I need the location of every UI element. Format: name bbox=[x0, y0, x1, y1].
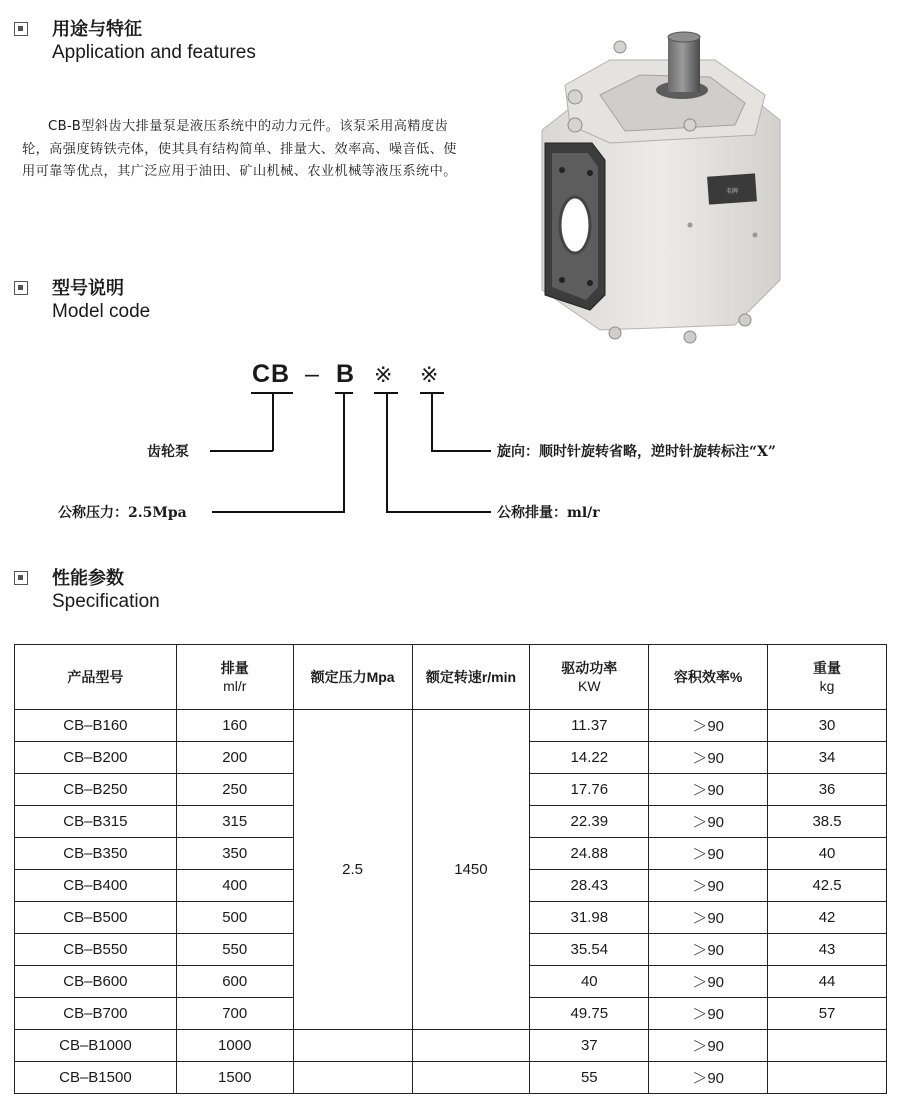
label-rotation: 旋向：顺时针旋转省略，逆时针旋转标注“X” bbox=[497, 444, 776, 460]
cell-model: CB–B350 bbox=[15, 838, 177, 870]
leader-gear-pump bbox=[272, 393, 274, 451]
cell-displacement: 600 bbox=[176, 966, 293, 998]
cell-efficiency: ＞90 bbox=[649, 1030, 768, 1062]
leader-rotation-h bbox=[431, 450, 491, 452]
section-icon bbox=[14, 281, 28, 295]
cell-pressure: 2.5 bbox=[293, 710, 412, 1030]
cell-power: 49.75 bbox=[530, 998, 649, 1030]
header-pressure: 额定压力Mpa bbox=[293, 645, 412, 710]
cell-pressure-empty bbox=[293, 1030, 412, 1062]
gear-pump-image bbox=[530, 25, 790, 345]
leader-pressure-h bbox=[212, 511, 345, 513]
cell-weight: 43 bbox=[768, 934, 887, 966]
cell-displacement: 400 bbox=[176, 870, 293, 902]
cell-speed: 1450 bbox=[412, 710, 530, 1030]
cell-power: 31.98 bbox=[530, 902, 649, 934]
code-cb: CB bbox=[252, 360, 291, 388]
cell-model: CB–B400 bbox=[15, 870, 177, 902]
cell-power: 37 bbox=[530, 1030, 649, 1062]
label-displacement: 公称排量：ml/r bbox=[497, 505, 600, 521]
cell-model: CB–B200 bbox=[15, 742, 177, 774]
cell-displacement: 315 bbox=[176, 806, 293, 838]
cell-efficiency: ＞90 bbox=[649, 806, 768, 838]
cell-model: CB–B550 bbox=[15, 934, 177, 966]
code-mark-rotation: ※ bbox=[420, 362, 440, 387]
intro-paragraph: CB-B型斜齿大排量泵是液压系统中的动力元件。该泵采用高精度齿轮，高强度铸铁壳体，使其具有结构简单、排量大、效率高、噪音低、使用可靠等优点，其广泛应用于油田、矿山机械、农业机械等液压系统中。 bbox=[22, 119, 457, 179]
cell-power: 55 bbox=[530, 1062, 649, 1094]
cell-efficiency: ＞90 bbox=[649, 742, 768, 774]
cell-efficiency: ＞90 bbox=[649, 870, 768, 902]
cell-weight: 36 bbox=[768, 774, 887, 806]
cell-displacement: 550 bbox=[176, 934, 293, 966]
cell-power: 11.37 bbox=[530, 710, 649, 742]
cell-power: 17.76 bbox=[530, 774, 649, 806]
cell-efficiency: ＞90 bbox=[649, 998, 768, 1030]
cell-model: CB–B315 bbox=[15, 806, 177, 838]
cell-efficiency: ＞90 bbox=[649, 774, 768, 806]
cell-efficiency: ＞90 bbox=[649, 934, 768, 966]
table-row bbox=[15, 1030, 887, 1062]
code-b: B bbox=[336, 360, 356, 388]
cell-speed-empty bbox=[412, 1062, 530, 1094]
cell-weight: 30 bbox=[768, 710, 887, 742]
table-row bbox=[15, 1062, 887, 1094]
cell-model: CB–B600 bbox=[15, 966, 177, 998]
leader-rotation bbox=[431, 393, 433, 451]
cell-weight: 42.5 bbox=[768, 870, 887, 902]
cell-weight: 38.5 bbox=[768, 806, 887, 838]
cell-weight: 44 bbox=[768, 966, 887, 998]
cell-weight: 34 bbox=[768, 742, 887, 774]
table-row bbox=[15, 710, 887, 742]
section-title-spec-en: Specification bbox=[52, 591, 160, 612]
cell-efficiency: ＞90 bbox=[649, 1062, 768, 1094]
label-pressure: 公称压力：2.5Mpa bbox=[58, 505, 187, 521]
label-gear-pump: 齿轮泵 bbox=[147, 444, 189, 460]
cell-power: 22.39 bbox=[530, 806, 649, 838]
cell-weight: 42 bbox=[768, 902, 887, 934]
cell-displacement: 500 bbox=[176, 902, 293, 934]
leader-pressure bbox=[343, 393, 345, 512]
leader-displacement-h bbox=[386, 511, 491, 513]
section-title-spec-zh: 性能参数 bbox=[52, 568, 124, 589]
cell-speed-empty bbox=[412, 1030, 530, 1062]
code-mark-displacement: ※ bbox=[374, 362, 394, 387]
cell-displacement: 1500 bbox=[176, 1062, 293, 1094]
code-dash: – bbox=[305, 360, 320, 388]
section-title-application-en: Application and features bbox=[52, 42, 256, 63]
cell-displacement: 200 bbox=[176, 742, 293, 774]
cell-efficiency: ＞90 bbox=[649, 710, 768, 742]
cell-weight: 40 bbox=[768, 838, 887, 870]
section-title-model-en: Model code bbox=[52, 301, 151, 322]
section-icon bbox=[14, 571, 28, 585]
header-displacement: 排量 ml/r bbox=[176, 645, 293, 710]
spec-table bbox=[14, 644, 887, 1094]
cell-model: CB–B700 bbox=[15, 998, 177, 1030]
cell-model: CB–B250 bbox=[15, 774, 177, 806]
section-icon bbox=[14, 22, 28, 36]
cell-efficiency: ＞90 bbox=[649, 966, 768, 998]
cell-model: CB–B500 bbox=[15, 902, 177, 934]
leader-gear-pump-h bbox=[210, 450, 273, 452]
cell-power: 24.88 bbox=[530, 838, 649, 870]
cell-displacement: 350 bbox=[176, 838, 293, 870]
cell-pressure-empty bbox=[293, 1062, 412, 1094]
cell-power: 40 bbox=[530, 966, 649, 998]
header-efficiency: 容积效率% bbox=[649, 645, 768, 710]
header-weight: 重量 kg bbox=[768, 645, 887, 710]
header-speed: 额定转速r/min bbox=[412, 645, 530, 710]
cell-efficiency: ＞90 bbox=[649, 838, 768, 870]
leader-displacement bbox=[386, 393, 388, 512]
cell-weight: 57 bbox=[768, 998, 887, 1030]
cell-displacement: 250 bbox=[176, 774, 293, 806]
section-title-model-zh: 型号说明 bbox=[52, 278, 124, 299]
cell-efficiency: ＞90 bbox=[649, 902, 768, 934]
header-model: 产品型号 bbox=[15, 645, 177, 710]
cell-weight bbox=[768, 1062, 887, 1094]
cell-model: CB–B1500 bbox=[15, 1062, 177, 1094]
cell-weight bbox=[768, 1030, 887, 1062]
cell-model: CB–B160 bbox=[15, 710, 177, 742]
cell-model: CB–B1000 bbox=[15, 1030, 177, 1062]
cell-displacement: 700 bbox=[176, 998, 293, 1030]
cell-power: 35.54 bbox=[530, 934, 649, 966]
nameplate-text: 名牌 bbox=[725, 188, 739, 195]
cell-power: 14.22 bbox=[530, 742, 649, 774]
section-title-application-zh: 用途与特征 bbox=[52, 19, 142, 40]
header-power: 驱动功率 KW bbox=[530, 645, 649, 710]
cell-displacement: 160 bbox=[176, 710, 293, 742]
cell-displacement: 1000 bbox=[176, 1030, 293, 1062]
cell-power: 28.43 bbox=[530, 870, 649, 902]
